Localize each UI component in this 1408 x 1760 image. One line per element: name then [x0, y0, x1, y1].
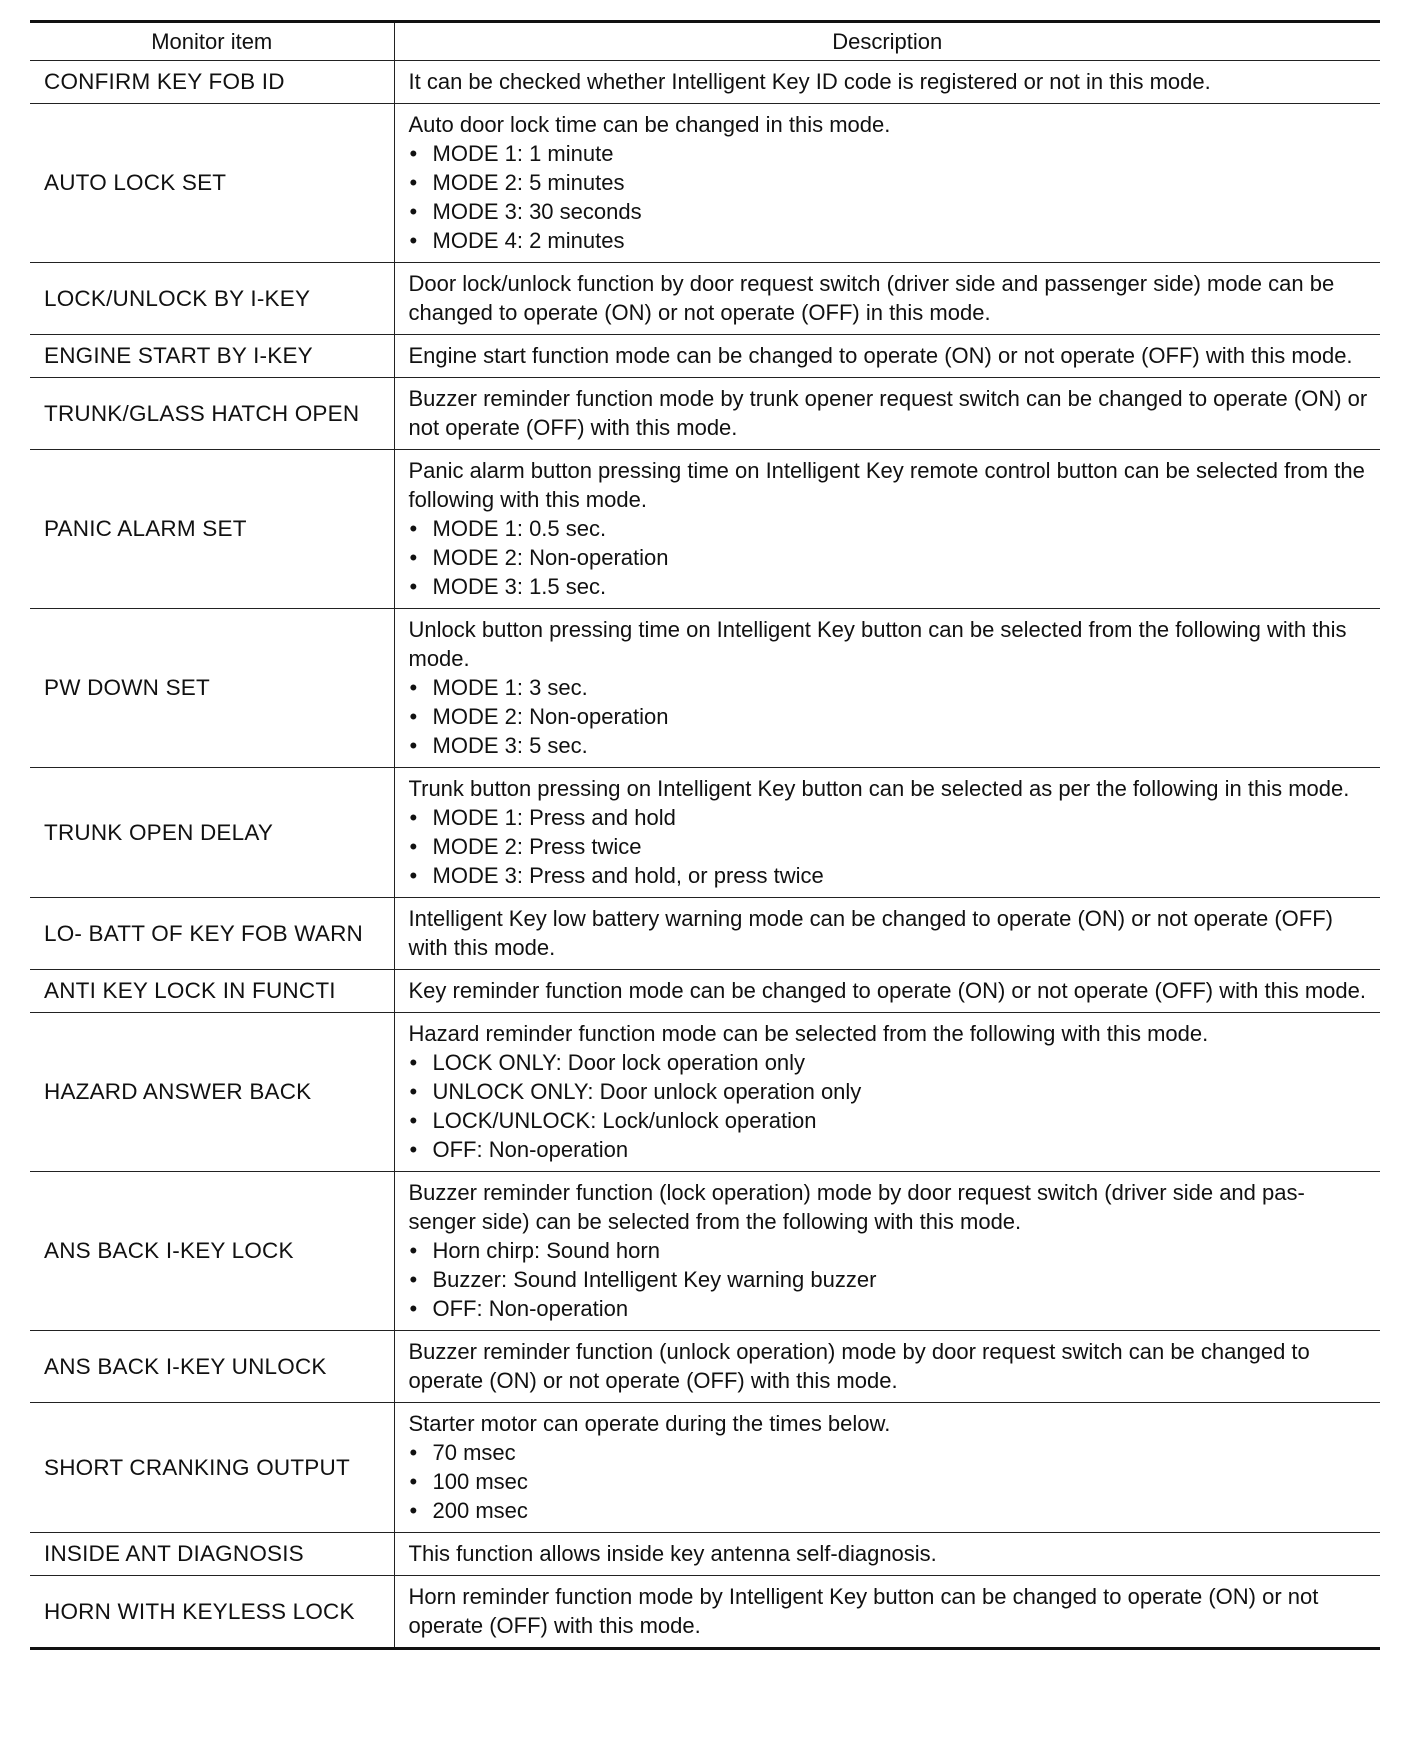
description-cell — [394, 61, 1380, 104]
option-list-item: • OFF: Non-operation — [409, 1135, 1371, 1164]
table-row — [30, 1331, 1380, 1403]
description-cell — [394, 1331, 1380, 1403]
option-list-item: • MODE 1: 3 sec. — [409, 673, 1371, 702]
description-cell — [394, 335, 1380, 378]
option-list-item: • OFF: Non-operation — [409, 1294, 1371, 1323]
option-list — [409, 514, 1371, 601]
option-list-item: • 200 msec — [409, 1496, 1371, 1525]
monitor-item-table — [30, 20, 1380, 1650]
table-row — [30, 1533, 1380, 1576]
option-list-item: • MODE 3: 5 sec. — [409, 731, 1371, 760]
table-row — [30, 1172, 1380, 1331]
monitor-item-cell: LO- BATT OF KEY FOB WARN — [30, 898, 394, 970]
table-row — [30, 768, 1380, 898]
option-list-item: • MODE 2: Non-operation — [409, 543, 1371, 572]
monitor-item-cell: ANS BACK I-KEY UNLOCK — [30, 1331, 394, 1403]
description-text: Intelligent Key low battery warning mode can be changed to operate (ON) or not operate (OFF) with this mode. — [408, 906, 1333, 960]
option-list-item: • Buzzer: Sound Intelligent Key warning buzzer — [409, 1265, 1371, 1294]
description-cell — [394, 263, 1380, 335]
option-list-item: • UNLOCK ONLY: Door unlock operation only — [409, 1077, 1371, 1106]
table-row — [30, 61, 1380, 104]
monitor-item-cell: LOCK/UNLOCK BY I-KEY — [30, 263, 394, 335]
column-header-description: Description — [394, 22, 1380, 61]
monitor-item-cell: PW DOWN SET — [30, 609, 394, 768]
monitor-item-cell: HORN WITH KEYLESS LOCK — [30, 1576, 394, 1649]
option-list-item: • MODE 3: 1.5 sec. — [409, 572, 1371, 601]
option-list-item: • MODE 3: 30 seconds — [409, 197, 1371, 226]
monitor-item-cell: ANS BACK I-KEY LOCK — [30, 1172, 394, 1331]
monitor-item-cell: TRUNK OPEN DELAY — [30, 768, 394, 898]
table-row — [30, 263, 1380, 335]
description-text: Engine start function mode can be changed to operate (ON) or not operate (OFF) with this mode. — [408, 343, 1353, 368]
monitor-item-cell: HAZARD ANSWER BACK — [30, 1013, 394, 1172]
monitor-item-cell: SHORT CRANKING OUTPUT — [30, 1403, 394, 1533]
table-row — [30, 1013, 1380, 1172]
table-row — [30, 335, 1380, 378]
option-list — [409, 1048, 1371, 1164]
monitor-item-cell: ANTI KEY LOCK IN FUNCTI — [30, 970, 394, 1013]
column-header-monitor-item: Monitor item — [30, 22, 394, 61]
table-row — [30, 970, 1380, 1013]
description-text: Panic alarm button pressing time on Intelligent Key remote control button can be selected from the following with this mode. — [408, 458, 1365, 512]
table-row — [30, 1403, 1380, 1533]
monitor-item-cell: CONFIRM KEY FOB ID — [30, 61, 394, 104]
description-cell — [394, 1013, 1380, 1172]
description-text: Auto door lock time can be changed in this mode. — [408, 112, 891, 137]
description-text: Horn reminder function mode by Intelligent Key button can be changed to operate (ON) or not operate (OFF) with this mode. — [408, 1584, 1319, 1638]
description-text: Buzzer reminder function mode by trunk opener request switch can be changed to operate (ON) or not operate (OFF) with this mode. — [408, 386, 1368, 440]
option-list-item: • MODE 1: 0.5 sec. — [409, 514, 1371, 543]
description-cell — [394, 378, 1380, 450]
option-list-item: • Horn chirp: Sound horn — [409, 1236, 1371, 1265]
description-cell — [394, 898, 1380, 970]
table-row — [30, 609, 1380, 768]
description-text: Unlock button pressing time on Intelligent Key button can be selected from the following with this mode. — [408, 617, 1347, 671]
description-text: Hazard reminder function mode can be selected from the following with this mode. — [408, 1021, 1209, 1046]
option-list-item: • MODE 2: Non-operation — [409, 702, 1371, 731]
table-row — [30, 1576, 1380, 1649]
option-list — [409, 803, 1371, 890]
option-list-item: • LOCK ONLY: Door lock operation only — [409, 1048, 1371, 1077]
description-cell — [394, 1403, 1380, 1533]
option-list-item: • 70 msec — [409, 1438, 1371, 1467]
table-row — [30, 378, 1380, 450]
document-page — [30, 20, 1380, 1650]
monitor-item-cell: AUTO LOCK SET — [30, 104, 394, 263]
option-list-item: • MODE 2: 5 minutes — [409, 168, 1371, 197]
description-cell — [394, 1533, 1380, 1576]
description-cell — [394, 1576, 1380, 1649]
table-row — [30, 450, 1380, 609]
description-text: Key reminder function mode can be changed to operate (ON) or not operate (OFF) with this mode. — [408, 978, 1366, 1003]
description-text: Buzzer reminder function (unlock operation) mode by door request switch can be changed to operate (ON) or not operate (OFF) with this mode. — [408, 1339, 1310, 1393]
option-list-item: • MODE 1: Press and hold — [409, 803, 1371, 832]
description-text: Door lock/unlock function by door request switch (driver side and passenger side) mode can be changed to operate (ON) or not operate (OFF) in this mode. — [408, 271, 1335, 325]
description-cell — [394, 1172, 1380, 1331]
description-text: It can be checked whether Intelligent Key ID code is registered or not in this mode. — [408, 69, 1211, 94]
description-text: Trunk button pressing on Intelligent Key button can be selected as per the following in this mode. — [408, 776, 1350, 801]
description-cell — [394, 768, 1380, 898]
table-row — [30, 104, 1380, 263]
monitor-item-cell: TRUNK/GLASS HATCH OPEN — [30, 378, 394, 450]
table-body — [30, 61, 1380, 1649]
option-list — [409, 1236, 1371, 1323]
table-row — [30, 898, 1380, 970]
description-cell — [394, 104, 1380, 263]
option-list-item: • MODE 3: Press and hold, or press twice — [409, 861, 1371, 890]
option-list — [409, 673, 1371, 760]
monitor-item-cell: ENGINE START BY I-KEY — [30, 335, 394, 378]
description-text: Starter motor can operate during the times below. — [408, 1411, 891, 1436]
description-cell — [394, 970, 1380, 1013]
table-header-row — [30, 22, 1380, 61]
option-list — [409, 1438, 1371, 1525]
description-cell — [394, 609, 1380, 768]
option-list — [409, 139, 1371, 255]
option-list-item: • MODE 2: Press twice — [409, 832, 1371, 861]
monitor-item-cell: PANIC ALARM SET — [30, 450, 394, 609]
description-cell — [394, 450, 1380, 609]
description-text: This function allows inside key antenna self-diagnosis. — [408, 1541, 937, 1566]
description-text: Buzzer reminder function (lock operation) mode by door request switch (driver side and pas-senger side) can be selected from the following with this mode. — [408, 1180, 1305, 1234]
option-list-item: • 100 msec — [409, 1467, 1371, 1496]
option-list-item: • LOCK/UNLOCK: Lock/unlock operation — [409, 1106, 1371, 1135]
monitor-item-cell: INSIDE ANT DIAGNOSIS — [30, 1533, 394, 1576]
option-list-item: • MODE 4: 2 minutes — [409, 226, 1371, 255]
option-list-item: • MODE 1: 1 minute — [409, 139, 1371, 168]
